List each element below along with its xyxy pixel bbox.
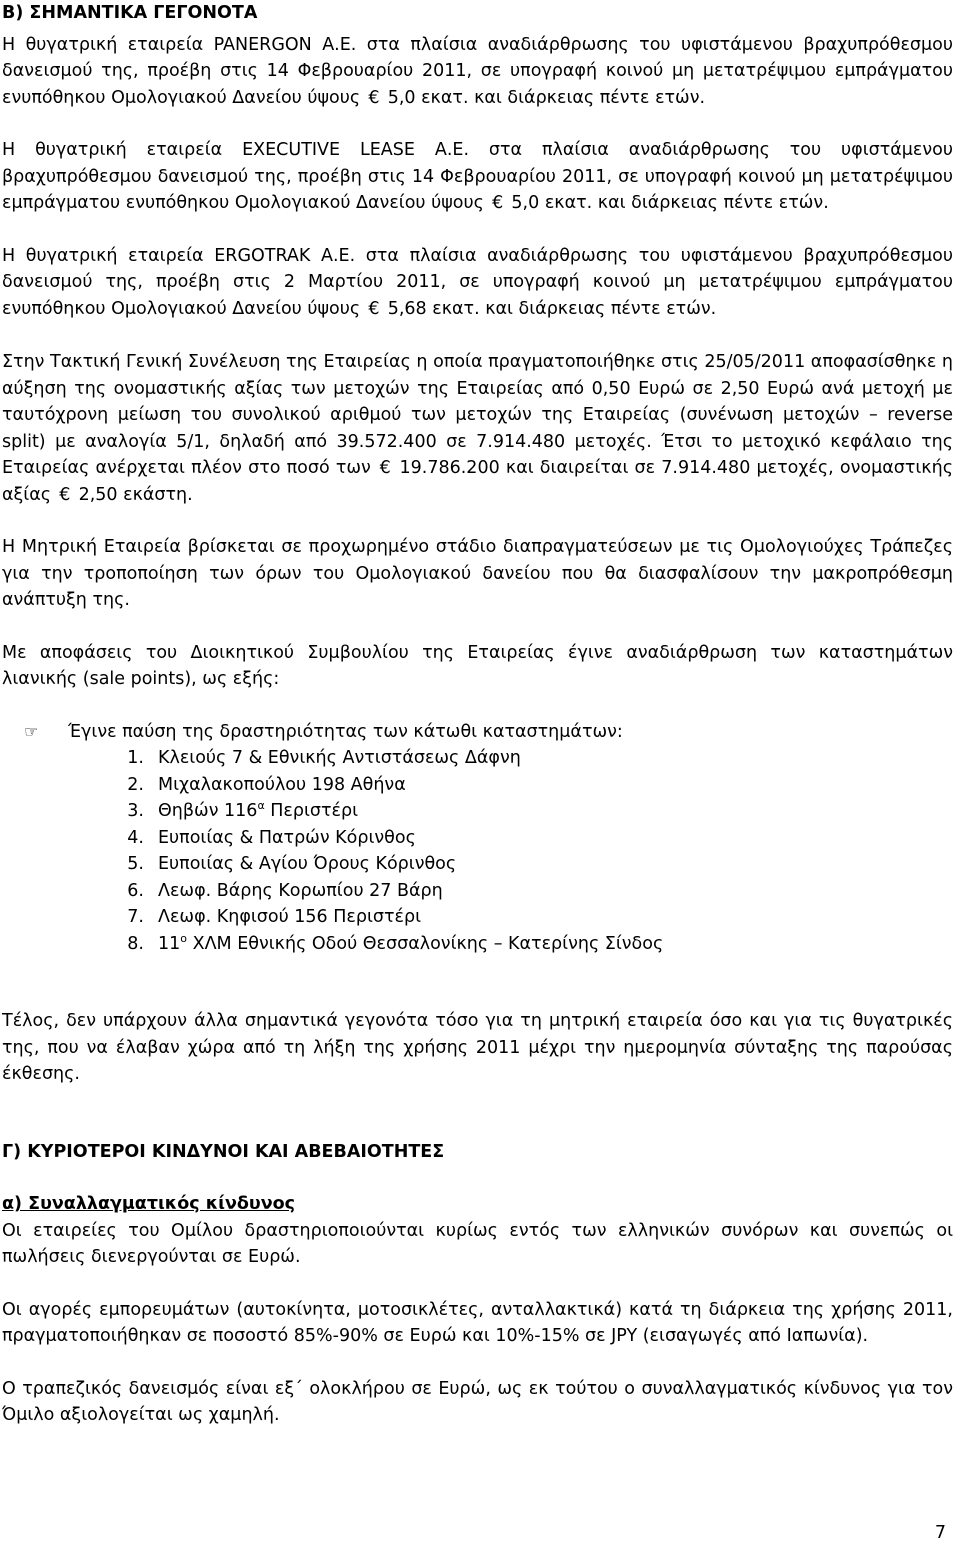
list-item [2,772,953,799]
store-list [2,745,953,957]
section-c-title: Γ) ΚΥΡΙΟΤΕΡΟΙ ΚΙΝΔΥΝΟΙ ΚΑΙ ΑΒΕΒΑΙΟΤΗΤΕΣ [2,1141,445,1162]
paragraph-ergotrak-text: Η θυγατρική εταιρεία ERGOTRAK Α.Ε. στα πλαίσια αναδιάρθρωσης του υφιστάμενου βραχυπρόθεσμου δανεισμού της, προέβη στις 2 Μαρτίου 2011, σε υπογραφή κοινού μη μετατρέψιμου εμπράγματου ενυπόθηκου Ομολογιακού Δανείου ύψους [2,245,953,319]
list-item-number: 3. [127,801,144,821]
list-item-number: 5. [127,854,144,874]
euro-symbol: € [379,458,391,478]
list-item [2,825,953,852]
paragraph-board-decision: Με αποφάσεις του Διοικητικού Συμβουλίου της Εταιρείας έγινε αναδιάρθρωση των καταστημάτων λιανικής (sale points), ως εξής: [2,642,953,689]
list-item [2,931,953,958]
list-item [2,904,953,931]
paragraph-executive-lease [2,137,953,217]
pointing-hand-icon: ☞ [24,721,39,741]
list-item-text: Μιχαλακοπούλου 198 Αθήνα [158,774,406,795]
list-item-number: 4. [127,827,144,848]
paragraph-general-meeting [2,349,953,508]
list-item-text-start: 11 [158,933,181,954]
paragraph-agm-text-mid: 19.786.200 και διαιρείται σε 7.914.480 μετοχές, ονομαστικής αξίας [2,458,953,505]
document-page [2,0,953,1429]
list-item-number: 7. [127,907,144,927]
list-item-number: 1. [127,748,144,768]
euro-symbol: € [492,193,504,213]
paragraph-ergotrak-text-end: 5,68 εκατ. και διάρκειας πέντε ετών. [387,298,717,319]
euro-symbol: € [368,298,380,319]
list-item-text: Λεωφ. Κηφισού 156 Περιστέρι [158,907,422,927]
superscript: ο [180,931,188,945]
list-item [2,878,953,905]
list-item [2,798,953,825]
fx-risk-title: α) Συναλλαγματικός κίνδυνος [2,1194,296,1214]
store-closures-intro: Έγινε παύση της δραστηριότητας των κάτωθι καταστημάτων: [68,721,623,742]
paragraph-closing: Τέλος, δεν υπάρχουν άλλα σημαντικά γεγονότα τόσο για τη μητρική εταιρεία όσο και για τις θυγατρικές της, που να έλαβαν χώρα από τη λήξη της χρήσης 2011 μέχρι την ημερομηνία σύνταξης της παρούσας έκθεσης. [2,1011,953,1084]
euro-symbol: € [368,87,380,108]
list-item-text [158,931,663,958]
list-item-text-end: Περιστέρι [264,801,359,821]
page-number: 7 [934,1523,946,1543]
list-item [2,851,953,878]
list-item-text: Λεωφ. Βάρης Κορωπίου 27 Βάρη [158,880,443,901]
paragraph-executive-text-end: 5,0 εκατ. και διάρκειας πέντε ετών. [511,193,829,213]
paragraph-panergon-text: Η θυγατρική εταιρεία PANERGON Α.Ε. στα πλαίσια αναδιάρθρωσης του υφιστάμενου βραχυπρόθεσμου δανεισμού της, προέβη στις 14 Φεβρουαρίου 2011, σε υπογραφή κοινού μη μετατρέψιμου εμπράγματου ενυπόθηκου Ομολογιακού Δανείου ύψους [2,34,953,108]
list-item-text: Ευποιίας & Αγίου Όρους Κόρινθος [158,854,457,874]
list-item-text [158,798,358,825]
paragraph-panergon-text-end: 5,0 εκατ. και διάρκειας πέντε ετών. [387,87,706,108]
paragraph-agm-text-end: 2,50 εκάστη. [78,484,193,505]
list-item [2,745,953,772]
paragraph-fx-borrowing: Ο τραπεζικός δανεισμός είναι εξ΄ ολοκλήρου σε Ευρώ, ως εκ τούτου ο συναλλαγματικός κίνδυνος για τον Όμιλο αξιολογείται ως χαμηλή. [2,1378,953,1425]
list-item-text: Ευποιίας & Πατρών Κόρινθος [158,827,416,848]
store-closures-heading [2,719,953,746]
euro-symbol: € [59,484,71,505]
paragraph-fx-sales: Οι εταιρείες του Ομίλου δραστηριοποιούνται κυρίως εντός των ελληνικών συνόρων και συνεπώς οι πωλήσεις διενεργούνται σε Ευρώ. [2,1220,953,1267]
section-b-title: Β) ΣΗΜΑΝΤΙΚΑ ΓΕΓΟΝΟΤΑ [2,3,258,23]
paragraph-negotiation: Η Μητρική Εταιρεία βρίσκεται σε προχωρημένο στάδιο διαπραγματεύσεων με τις Ομολογιούχες Τράπεζες για την τροποποίηση των όρων του Ομολογιακού δανείου που θα διασφαλίσουν την μακροπρόθεσμη ανάπτυξη της. [2,537,953,610]
paragraph-agm-text: Στην Τακτική Γενική Συνέλευση της Εταιρείας η οποία πραγματοποιήθηκε στις 25/05/2011 αποφασίσθηκε η αύξηση της ονομαστικής αξίας των μετοχών της Εταιρείας από 0,50 Ευρώ σε 2,50 Ευρώ ανά μετοχή με ταυτόχρονη μείωση του συνολικού αριθμού των μετοχών της Εταιρείας (συνένωση μετοχών – reverse split) με αναλογία 5/1, δηλαδή από 39.572.400 σε 7.914.480 μετοχές. Έτσι το μετοχικό κεφάλαιο της Εταιρείας ανέρχεται πλέον στο ποσό των [2,352,953,478]
superscript: α [257,799,265,813]
list-item-number: 2. [127,774,144,795]
list-item-number: 6. [127,880,144,901]
paragraph-executive-text: Η θυγατρική εταιρεία EXECUTIVE LEASE Α.Ε. στα πλαίσια αναδιάρθρωσης του υφιστάμενου βραχυπρόθεσμου δανεισμού της, προέβη στις 14 Φεβρουαρίου 2011, σε υπογραφή κοινού μη μετατρέψιμου εμπράγματου ενυπόθηκου Ομολογιακού Δανείου ύψους [2,140,953,213]
paragraph-fx-purchases: Οι αγορές εμπορευμάτων (αυτοκίνητα, μοτοσικλέτες, ανταλλακτικά) κατά τη διάρκεια της χρήσης 2011, πραγματοποιήθηκαν σε ποσοστό 85%-90% σε Ευρώ και 10%-15% σε JPY (εισαγωγές από Ιαπωνία). [2,1299,953,1346]
store-closures-block [2,719,953,958]
list-item-text-end: ΧΛΜ Εθνικής Οδού Θεσσαλονίκης – Κατερίνης Σίνδος [187,933,664,954]
list-item-number: 8. [127,933,144,954]
list-item-text: Κλειούς 7 & Εθνικής Αντιστάσεως Δάφνη [158,748,521,768]
list-item-text-start: Θηβών 116 [158,801,258,821]
paragraph-ergotrak [2,243,953,323]
paragraph-panergon [2,32,953,112]
